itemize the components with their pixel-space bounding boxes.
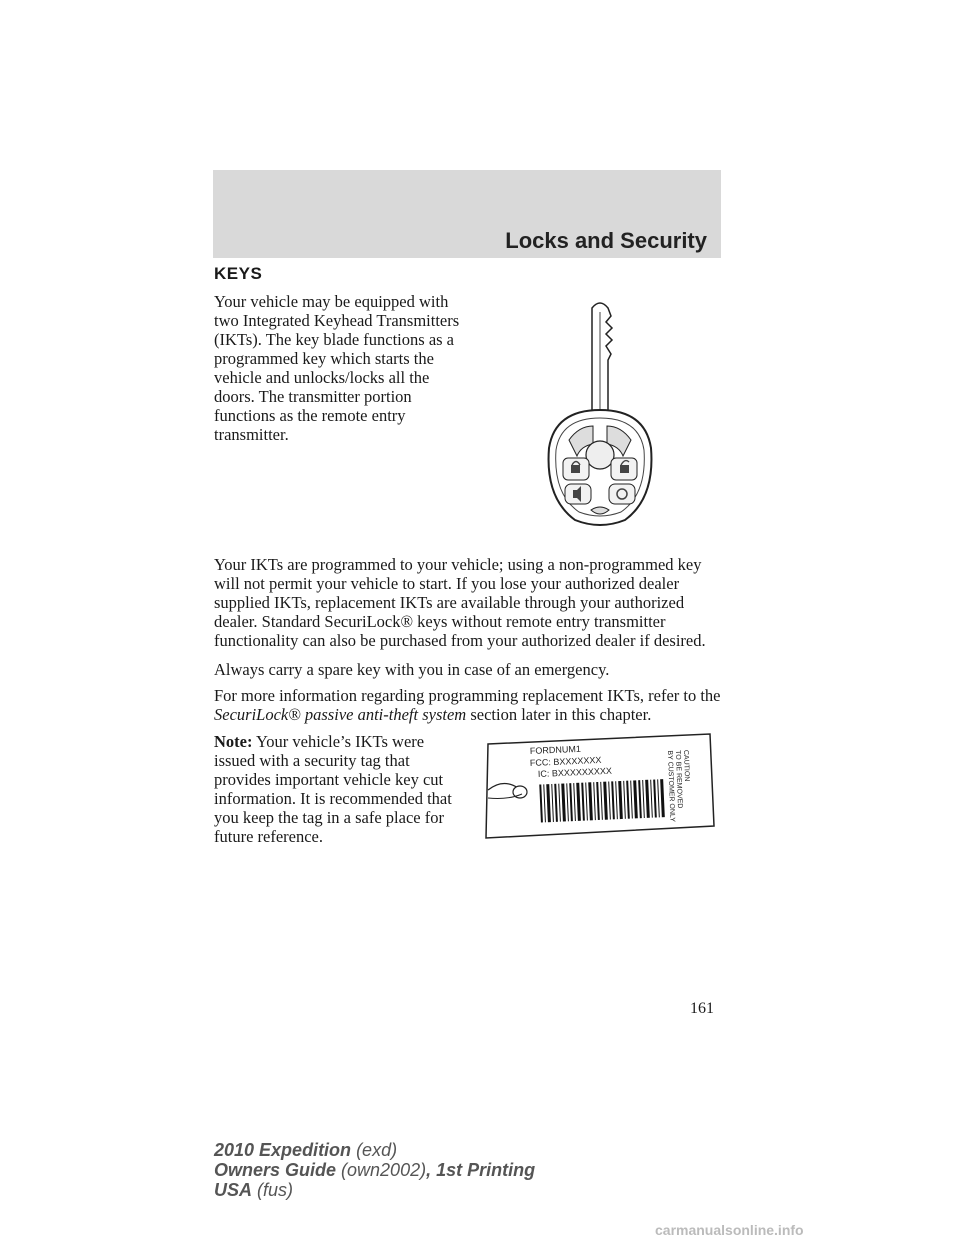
note-label: Note: (214, 732, 253, 751)
intro-paragraph: Your vehicle may be equipped with two Integrated Keyhead Transmitters (IKTs). The key blade functions as a programmed key which starts the vehicle and unlocks/locks all the doors. The transmitter portion functions as the remote entry transmitter. (214, 292, 460, 444)
tag-caution-line2: TO BE REMOVED (674, 750, 684, 809)
tag-line2: FCC: BXXXXXXX (529, 754, 602, 768)
note-text: Your vehicle’s IKTs were issued with a security tag that provides important vehicle key cut information. It is recommended that you keep the tag in a safe place for future reference. (214, 732, 452, 846)
more-info-text: For more information regarding programming replacement IKTs, refer to the (214, 686, 721, 705)
securilock-reference: SecuriLock® passive anti-theft system (214, 705, 467, 724)
note-paragraph (214, 732, 469, 846)
footer-line3 (214, 1180, 535, 1200)
header-band (213, 170, 721, 258)
section-heading: KEYS (214, 264, 263, 283)
page-number: 161 (690, 1000, 714, 1017)
footer-model-code: (exd) (351, 1140, 398, 1160)
footer-line1 (214, 1140, 535, 1160)
more-info-paragraph (214, 686, 724, 724)
footer-guide-code: (own2002) (336, 1160, 427, 1180)
footer-printing: , 1st Printing (426, 1160, 536, 1180)
tag-line3: IC: BXXXXXXXXX (537, 765, 613, 779)
watermark: carmanualsonline.info (655, 1222, 804, 1238)
tag-caution-line3: BY CUSTOMER ONLY (666, 750, 676, 823)
footer-line2 (214, 1160, 535, 1180)
footer-model: 2010 Expedition (214, 1140, 352, 1160)
tag-line1: FORDNUM1 (529, 743, 582, 756)
page-title: Locks and Security (505, 228, 707, 253)
ikt-paragraph: Your IKTs are programmed to your vehicle; using a non-programmed key will not permit your vehicle to start. If you lose your authorized dealer supplied IKTs, replacement IKTs are available through your authorized dealer. Standard SecuriLock® keys without remote entry transmitter functionality can also be purchased from your authorized dealer if desired. (214, 555, 706, 650)
footer-market: USA (214, 1180, 253, 1200)
footer-guide: Owners Guide (214, 1160, 337, 1180)
more-info-text-end: section later in this chapter. (466, 705, 652, 724)
footer-market-code: (fus) (252, 1180, 294, 1200)
security-tag-illustration (478, 730, 716, 842)
spare-key-paragraph: Always carry a spare key with you in case of an emergency. (214, 660, 610, 679)
key-fob-illustration (545, 298, 655, 528)
tag-caution-line1: CAUTION (682, 749, 691, 782)
footer (214, 1140, 535, 1200)
